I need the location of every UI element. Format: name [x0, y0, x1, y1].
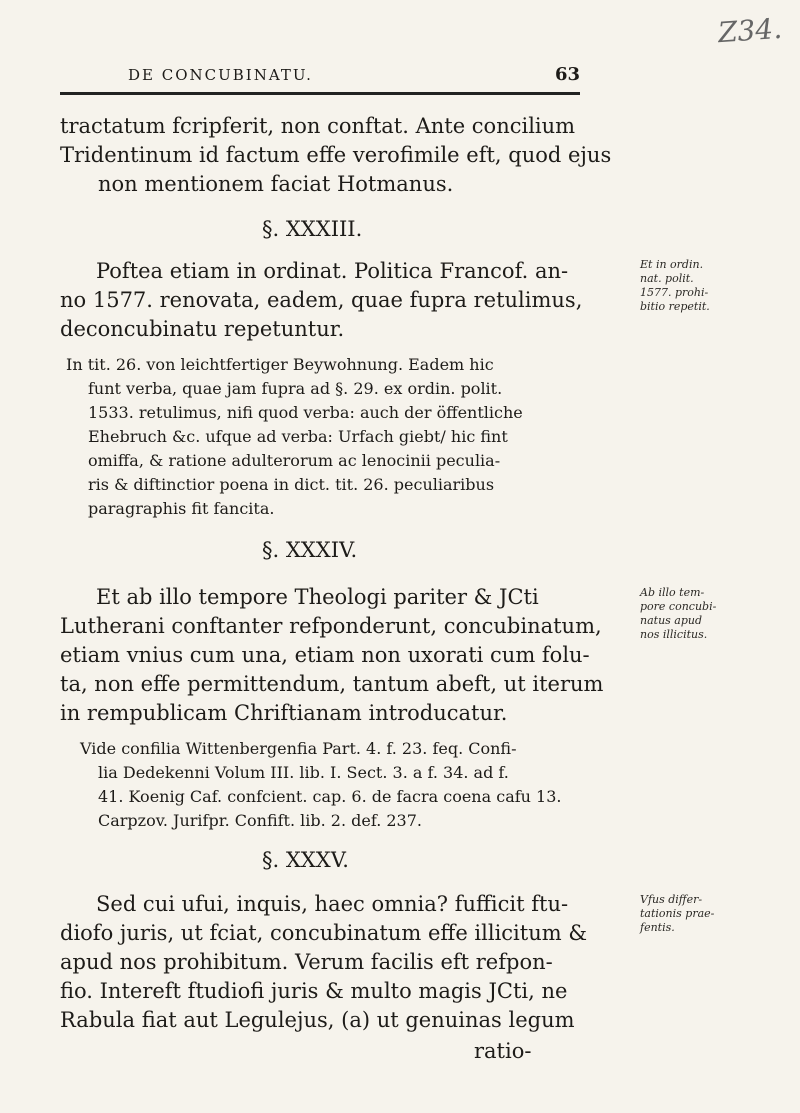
running-title: DE CONCUBINATU.	[128, 66, 313, 84]
header-rule	[60, 92, 580, 95]
margin-note: 1577. prohi-	[640, 286, 709, 299]
text-line: diofo juris, ut fciat, concubinatum effe illicitum &	[60, 921, 588, 945]
text-line: apud nos prohibitum. Verum facilis eft refpon-	[60, 950, 553, 974]
citation-line: lia Dedekenni Volum III. lib. I. Sect. 3. a f. 34. ad f.	[98, 763, 509, 782]
catchword: ratio-	[474, 1039, 532, 1063]
margin-note: fentis.	[640, 921, 675, 934]
margin-note: Vfus differ-	[640, 893, 703, 906]
shelf-mark: Z34.	[716, 11, 784, 50]
text-line: Rabula fiat aut Legulejus, (a) ut genuinas legum	[60, 1008, 575, 1032]
text-line: ta, non effe permittendum, tantum abeft, ut iterum	[60, 672, 604, 696]
text-line: funt verba, quae jam fupra ad §. 29. ex ordin. polit.	[88, 379, 503, 398]
text-line: fio. Intereft ftudiofi juris & multo magis JCti, ne	[60, 979, 568, 1003]
citation-line: 41. Koenig Caf. confcient. cap. 6. de facra coena cafu 13.	[98, 787, 562, 806]
margin-note: nos illicitus.	[640, 628, 708, 641]
margin-note: tationis prae-	[640, 907, 715, 920]
text-line: etiam vnius cum una, etiam non uxorati cum folu-	[60, 643, 590, 667]
text-line: 1533. retulimus, nifi quod verba: auch der öffentliche	[88, 403, 523, 422]
running-header	[60, 66, 580, 98]
margin-note: natus apud	[640, 614, 703, 627]
section-heading: §. XXXIV.	[262, 538, 358, 562]
citation-line: Vide confilia Wittenbergenfia Part. 4. f. 23. feq. Confi-	[80, 739, 517, 758]
section-heading: §. XXXV.	[262, 848, 349, 872]
text-line: paragraphis fit fancita.	[88, 499, 275, 518]
text-line: deconcubinatu repetuntur.	[60, 317, 345, 341]
text-line: omiffa, & ratione adulterorum ac lenocinii peculia-	[88, 451, 501, 470]
text-line: in rempublicam Chriftianam introducatur.	[60, 701, 508, 725]
citation-line: Carpzov. Jurifpr. Confift. lib. 2. def. 237.	[98, 811, 422, 830]
text-line: Sed cui ufui, inquis, haec omnia? fufficit ftu-	[96, 892, 569, 916]
margin-note: nat. polit.	[640, 272, 694, 285]
margin-note: Ab illo tem-	[640, 586, 705, 599]
margin-note: bitio repetit.	[640, 300, 710, 313]
text-line: no 1577. renovata, eadem, quae fupra retulimus,	[60, 288, 583, 312]
text-line: tractatum fcripferit, non conftat. Ante concilium	[60, 114, 576, 138]
text-line: Poftea etiam in ordinat. Politica Francof. an-	[96, 259, 569, 283]
text-line: In tit. 26. von leichtfertiger Beywohnung. Eadem hic	[66, 355, 494, 374]
text-line: Tridentinum id factum effe verofimile eft, quod ejus	[60, 143, 612, 167]
text-line: non mentionem faciat Hotmanus.	[98, 172, 454, 196]
text-line: Lutherani conftanter refponderunt, concubinatum,	[60, 614, 602, 638]
margin-note: Et in ordin.	[640, 258, 704, 271]
text-line: Et ab illo tempore Theologi pariter & JCti	[96, 585, 539, 609]
text-line: Ehebruch &c. ufque ad verba: Urfach giebt/ hic fint	[88, 427, 508, 446]
text-line: ris & diftinctior poena in dict. tit. 26. peculiaribus	[88, 475, 495, 494]
page-number: 63	[554, 64, 580, 85]
margin-note: pore concubi-	[640, 600, 717, 613]
section-heading: §. XXXIII.	[262, 217, 363, 241]
